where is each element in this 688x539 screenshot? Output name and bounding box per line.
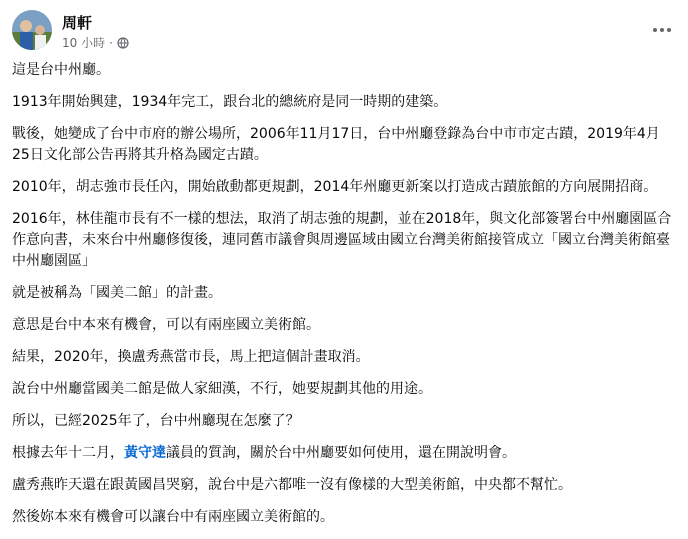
post-paragraph: 這是台中州廳。 — [12, 62, 110, 78]
post-paragraph: 所以，已經2025年了，台中州廳現在怎麼了？ — [12, 413, 300, 429]
more-options-dot — [660, 28, 664, 32]
more-options-button[interactable] — [648, 16, 676, 44]
post-paragraph: 然後妳本來有機會可以讓台中有兩座國立美術館的。 — [12, 509, 334, 525]
post-paragraph — [12, 443, 674, 464]
post-paragraph: 說台中州廳當國美二館是做人家細漢，不行，她要規劃其他的用途。 — [12, 381, 432, 397]
more-options-dot — [667, 28, 671, 32]
post-paragraph: 就是被稱為「國美二館」的計畫。 — [12, 285, 222, 301]
author-name[interactable]: 周軒 — [62, 14, 93, 32]
paragraph-text: 根據去年十二月， — [12, 445, 124, 461]
paragraph-text: 議員的質詢，關於台中州廳要如何使用，還在開說明會。 — [166, 445, 516, 461]
post-paragraph: 2016年，林佳龍市長有不一樣的想法，取消了胡志強的規劃，並在2018年，與文化部簽署台中州廳園區合作意向書，未來台中州廳修復後，連同舊市議會與周邊區域由國立台灣美術館接管成立「國立台灣美術館臺中州廳園區」 — [12, 211, 672, 269]
post-body — [12, 60, 674, 539]
mention-link[interactable]: 黃守達 — [124, 445, 166, 461]
post-meta — [62, 34, 129, 51]
globe-icon[interactable] — [117, 37, 129, 49]
more-options-icon — [653, 28, 657, 32]
meta-separator: · — [109, 35, 113, 50]
post-header — [12, 10, 676, 54]
post-paragraph: 戰後，她變成了台中市府的辦公場所，2006年11月17日，台中州廳登錄為台中市市定古蹟，2019年4月25日文化部公告再將其升格為國定古蹟。 — [12, 126, 660, 163]
avatar[interactable] — [12, 10, 52, 50]
post-paragraph: 2010年，胡志強市長任內，開始啟動都更規劃，2014年州廳更新案以打造成古蹟旅館的方向展開招商。 — [12, 179, 658, 195]
post-paragraph: 結果，2020年，換盧秀燕當市長，馬上把這個計畫取消。 — [12, 349, 370, 365]
post-timestamp[interactable]: 10 小時 — [62, 36, 106, 50]
post-paragraph: 1913年開始興建，1934年完工，跟台北的總統府是同一時期的建築。 — [12, 94, 448, 110]
post-paragraph: 盧秀燕昨天還在跟黃國昌哭窮，說台中是六都唯一沒有像樣的大型美術館，中央都不幫忙。 — [12, 477, 572, 493]
post-paragraph: 意思是台中本來有機會，可以有兩座國立美術館。 — [12, 317, 320, 333]
